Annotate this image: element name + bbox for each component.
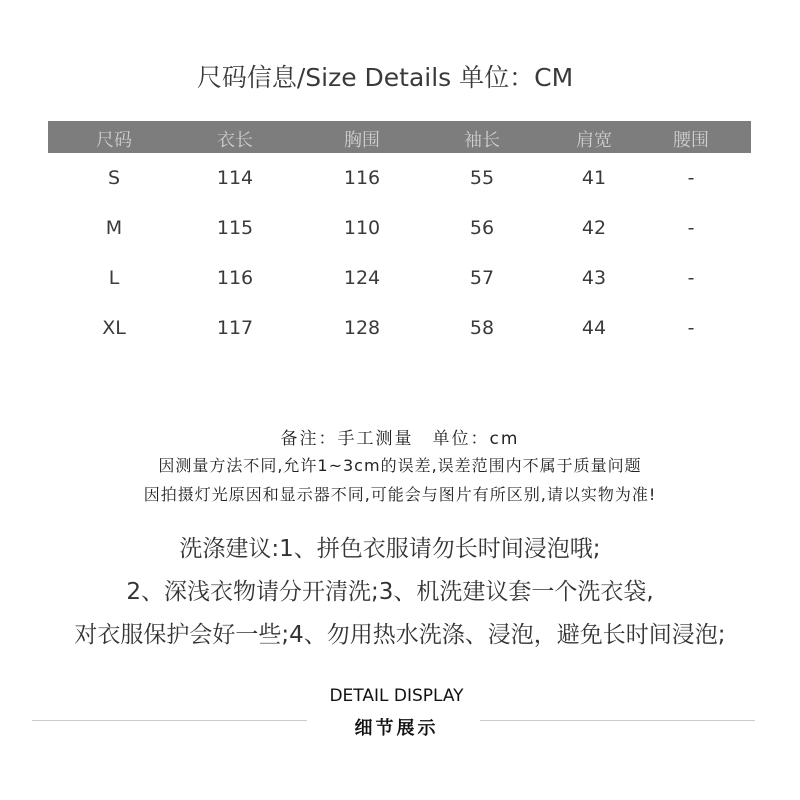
- table-row: [48, 153, 751, 203]
- header-length: 衣长: [217, 130, 253, 151]
- washing-advice-line: 洗涤建议:1、拼色衣服请勿长时间浸泡哦;: [179, 536, 601, 562]
- cell-sleeve: 56: [469, 217, 495, 239]
- color-difference-note: 因拍摄灯光原因和显示器不同,可能会与图片有所区别,请以实物为准!: [143, 485, 657, 504]
- header-sleeve: 袖长: [464, 130, 500, 151]
- cell-length: 116: [216, 267, 254, 289]
- cell-chest: 116: [343, 167, 381, 189]
- table-row: [48, 303, 751, 353]
- cell-waist: -: [687, 317, 695, 339]
- cell-chest: 110: [343, 217, 381, 239]
- washing-advice-line: 对衣服保护会好一些;4、勿用热水洗涤、浸泡，避免长时间浸泡;: [74, 622, 726, 648]
- header-size: 尺码: [96, 130, 132, 151]
- detail-display-heading: DETAIL DISPLAY: [329, 686, 464, 706]
- cell-chest: 128: [343, 317, 381, 339]
- detail-display-subheading: 细节展示: [354, 718, 439, 739]
- cell-waist: -: [687, 267, 695, 289]
- cell-sleeve: 55: [469, 167, 495, 189]
- table-row: [48, 203, 751, 253]
- tolerance-note: 因测量方法不同,允许1~3cm的误差,误差范围内不属于质量问题: [158, 456, 642, 475]
- cell-shoulder: 42: [581, 217, 607, 239]
- header-chest: 胸围: [344, 130, 380, 151]
- header-shoulder: 肩宽: [576, 130, 612, 151]
- cell-size: L: [108, 267, 120, 289]
- cell-sleeve: 57: [469, 267, 495, 289]
- cell-size: XL: [102, 317, 126, 339]
- cell-length: 115: [216, 217, 254, 239]
- cell-waist: -: [687, 217, 695, 239]
- header-waist: 腰围: [673, 130, 709, 151]
- cell-size: M: [105, 217, 123, 239]
- cell-waist: -: [687, 167, 695, 189]
- cell-shoulder: 43: [581, 267, 607, 289]
- washing-advice-line: 2、深浅衣物请分开清洗;3、机洗建议套一个洗衣袋,: [126, 579, 654, 605]
- cell-length: 117: [216, 317, 254, 339]
- cell-length: 114: [216, 167, 254, 189]
- cell-sleeve: 58: [469, 317, 495, 339]
- cell-shoulder: 41: [581, 167, 607, 189]
- page-title: 尺码信息/Size Details 单位：CM: [196, 63, 574, 92]
- cell-shoulder: 44: [581, 317, 607, 339]
- measurement-note: 备注：手工测量 单位：cm: [280, 429, 520, 449]
- cell-chest: 124: [343, 267, 381, 289]
- cell-size: S: [107, 167, 121, 189]
- table-header: [48, 121, 751, 153]
- size-table: [48, 121, 751, 353]
- table-row: [48, 253, 751, 303]
